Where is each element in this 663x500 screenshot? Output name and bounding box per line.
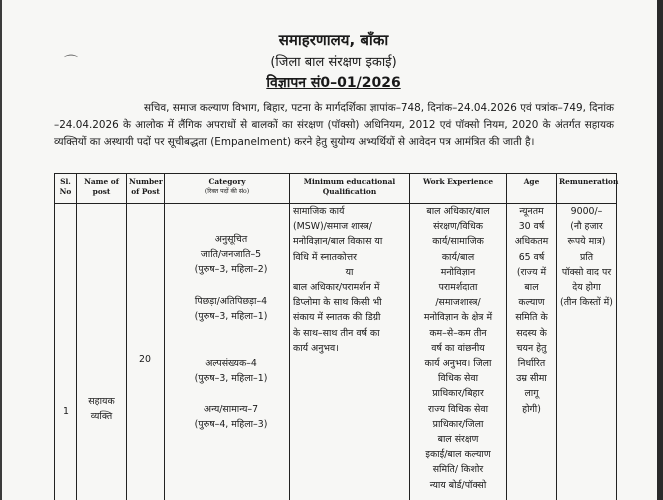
age-line: 30 वर्ष — [518, 221, 545, 233]
remuneration-line: (नौ हजार — [570, 221, 603, 233]
age-line: होगी) — [522, 403, 541, 415]
cell-age — [507, 204, 557, 500]
qualification-line: डिप्लोमा के साथ किसी भी — [293, 297, 382, 309]
intro-paragraph — [54, 100, 614, 151]
remuneration-line: पॉक्सो वाद पर — [561, 266, 612, 278]
header-post-count: Number of Post — [127, 174, 165, 204]
category-line: (पुरुष–3, महिला–1) — [194, 373, 268, 385]
experience-line: इकाई/बाल कल्याण — [425, 449, 491, 461]
cell-remuneration — [557, 204, 617, 500]
header-age: Age — [507, 174, 557, 204]
experience-line: संरक्षण/विधिक — [433, 221, 483, 233]
qualification-line: विधि में स्नातकोत्तर — [293, 251, 357, 263]
experience-line: विधिक सेवा — [438, 373, 478, 385]
vacancy-table — [54, 173, 617, 500]
category-line: अन्य/सामान्य–7 — [203, 404, 259, 415]
table-row — [55, 204, 617, 500]
header-post-name: Name of post — [77, 174, 127, 204]
cell-post-count — [127, 204, 165, 500]
experience-line: परामर्शदाता — [438, 282, 478, 294]
header-category-note: (रिक्त पदों की संo) — [204, 188, 250, 195]
intro-line: आवेदन पत्र आमंत्रित की जाती है। — [408, 136, 535, 148]
category-line: जाति/जनजाति–5 — [200, 249, 262, 261]
experience-line: मनोविज्ञान के क्षेत्र में — [423, 312, 493, 324]
cell-qualification — [290, 204, 410, 500]
qualification-line: या — [345, 266, 354, 278]
experience-line: प्राधिकार/जिला — [432, 418, 484, 430]
experience-line: बाल संरक्षण — [437, 434, 479, 446]
advertisement-number: विज्ञापन सं0–01/2026 — [266, 75, 401, 91]
header-sl-no: Sl. No — [55, 174, 77, 204]
category-line: पिछड़ा/अतिपिछड़ा–4 — [194, 296, 268, 307]
category-line: अनुसूचित — [214, 234, 248, 245]
qualification-line: कार्य अनुभव। — [293, 342, 339, 354]
category-line: (पुरुष–4, महिला–3) — [194, 419, 268, 431]
experience-line: वर्ष का वांछनीय — [431, 342, 485, 354]
age-line: समिति के — [515, 312, 548, 324]
age-line: अधिकतम — [514, 236, 549, 248]
qualification-line: सामाजिक कार्य — [293, 206, 345, 217]
cell-category — [165, 204, 290, 500]
category-line: (पुरुष–3, महिला–1) — [194, 311, 268, 323]
header-category — [165, 174, 290, 204]
category-line: (पुरुष–3, महिला–2) — [194, 264, 268, 276]
header-category-label: Category — [208, 177, 246, 186]
experience-line: राज्य विधिक सेवा — [427, 403, 489, 415]
age-line: बाल — [524, 282, 539, 294]
experience-line: कम–से–कम तीन — [429, 327, 487, 339]
header-remuneration: Remuneration — [557, 174, 617, 204]
remuneration-line: (तीन किस्तों में) — [560, 297, 613, 309]
age-line: चयन हेतु — [516, 342, 547, 354]
intro-line: सचिव, समाज कल्याण विभाग, बिहार, पटना के मार्गदर्शिका ज्ञापांक–748, दिनांक–24.04.2026 एवं — [144, 102, 532, 114]
post-name-line: व्यक्ति — [90, 411, 113, 423]
age-line: उम्र सीमा — [516, 373, 547, 385]
qualification-line: बाल अधिकार/परामर्शन में — [293, 282, 380, 294]
page-curl-mark: ⌒ — [64, 55, 78, 71]
post-count-value: 20 — [139, 354, 151, 365]
experience-line: प्राधिकार/बिहार — [432, 388, 484, 400]
qualification-line: संकाय में स्नातक की डिग्री — [293, 312, 381, 324]
cell-sl-no — [55, 204, 77, 500]
remuneration-line: देय होगा — [572, 282, 601, 294]
age-line: 65 वर्ष — [518, 251, 545, 263]
remuneration-line: रूपये मात्र) प्रति — [567, 236, 606, 263]
experience-line: कार्य/बाल — [441, 251, 475, 263]
viewer-edge — [657, 0, 663, 500]
cell-post-name — [77, 204, 127, 500]
experience-line: /समाजशास्त्र/ — [435, 297, 481, 309]
intro-line: पत्रांक–749, दिनांक –24.04.2026 के आलोक में लैंगिक अपराधों से बालकों का संरक्षण (पॉक्सो) अधिनियम, 2012 एवं पॉक्सो — [54, 102, 614, 131]
qualification-line: के साथ–साथ तीन वर्ष का — [293, 327, 380, 339]
sl-no-value: 1 — [63, 406, 69, 417]
remuneration-line: 9000/– — [570, 206, 603, 217]
experience-line: कार्य अनुभव। जिला — [424, 358, 492, 370]
experience-line: कार्य/सामाजिक — [432, 236, 484, 248]
age-line: न्यूनतम — [519, 206, 544, 217]
post-name-line: सहायक — [88, 396, 115, 407]
qualification-line: मनोविज्ञान/बाल विकास या — [293, 236, 383, 248]
header-experience: Work Experience — [410, 174, 507, 204]
category-line: अल्पसंख्यक–4 — [205, 358, 257, 369]
office-title: समाहरणालय, बाँका — [278, 31, 389, 49]
qualification-line: (MSW)/समाज शास्त्र/ — [293, 221, 372, 233]
age-line: लागू — [524, 388, 539, 400]
experience-line: मनोविज्ञान — [440, 266, 476, 278]
experience-line: समिति/ किशोर — [432, 464, 484, 476]
header-qualification: Minimum educational Qualification — [290, 174, 410, 204]
age-line: (राज्य में — [516, 266, 547, 278]
age-line: सदस्य के — [516, 327, 547, 339]
table-header-row — [55, 174, 617, 204]
document-page — [2, 0, 657, 500]
age-line: कल्याण — [518, 297, 545, 309]
experience-line: बाल अधिकार/बाल — [426, 206, 490, 217]
unit-subtitle: (जिला बाल संरक्षण इकाई) — [270, 55, 397, 70]
intro-line: नियम, 2020 के अंतर्गत सहायक व्यक्तियों का अस्थायी पदों पर सूचीबद्धता (Empanelment) करने हेतु सुयोग्य अभ्यर्थियों से — [54, 119, 614, 148]
experience-line: न्याय बोर्ड/पॉक्सो — [429, 479, 487, 491]
age-line: निर्धारित — [517, 358, 546, 370]
cell-experience — [410, 204, 507, 500]
